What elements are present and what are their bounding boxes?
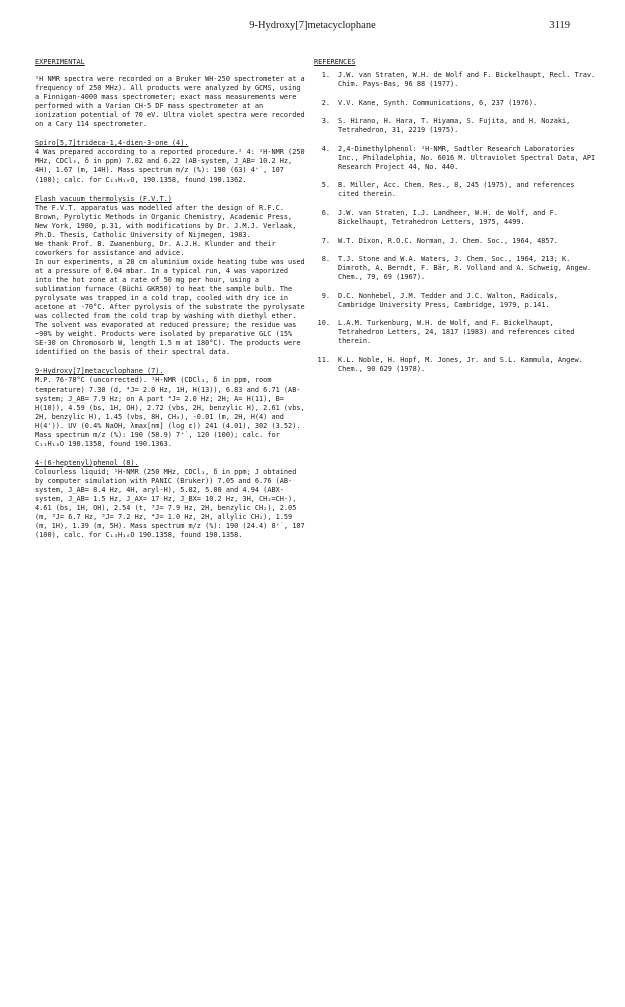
reference-item: 8. T.J. Stone and W.A. Waters, J. Chem. Soc., 1964, 213; K. Dimroth, A. Berndt, F. Bär, R. Volland and A. Schweig, Angew. Chem., 79, 69 (1967). — [321, 255, 592, 282]
hydroxy-heading: 9-Hydroxy[7]metacyclophane (7). — [35, 367, 164, 376]
reference-item: 10. L.A.M. Turkenburg, W.H. de Wolf, and F. Bickelhaupt, Tetrahedron Letters, 24, 1817 (1983) and references cited therein. — [317, 319, 575, 346]
reference-item: 7. W.T. Dixon, R.O.C. Norman, J. Chem. Soc., 1964, 4857. — [321, 236, 558, 245]
fvt-text-2: We thank Prof. B. Zwanenburg, Dr. A.J.H. Klunder and their coworkers for assistance and advice. — [35, 239, 276, 257]
right-column — [314, 58, 596, 384]
experimental-intro: ¹H NMR spectra were recorded on a Bruker WH-250 spectrometer at a frequency of 250 MHz). All products were analyzed by GCMS, using a Finnigan-4000 mass spectrometer; exact mass measurements were performed with a Varian CH-5 DF mass spectrometer at an ionization potential of 70 eV. Ultra violet spectra were recorded on a Cary 114 spectrometer. — [35, 75, 305, 129]
spiro-text: 4 Was prepared according to a reported procedure.² 4: ¹H-NMR (250 MHz, CDCl₃, δ in ppm) 7.02 and 6.22 (AB-system, J_AB= 10.2 Hz, 4H), 1.67 (m, 14H). Mass spectrum m/z (%): 190 (63) 4⁺˙, 107 (100); calc. for C₁₃H₁₈O, 190.1358, found 190.1362. — [35, 148, 305, 184]
page-number: 3119 — [549, 20, 570, 31]
reference-item: 11. K.L. Noble, H. Hopf, M. Jones, Jr. and S.L. Kammula, Angew. Chem., 90 629 (1978). — [317, 356, 583, 374]
spiro-heading: Spiro[5,7]trideca-1,4-dien-3-one (4). — [35, 139, 189, 148]
fvt-text-1: The F.V.T. apparatus was modelled after the design of R.F.C. Brown, Pyrolytic Methods in Organic Chemistry, Academic Press, New York, 1980, p.31, with modifications by Dr. J.M.J. Verlaak, Ph.D. Thesis, Catholic University of Nijmegen, 1983. — [35, 203, 297, 239]
reference-item: 4. 2,4-Dimethylphenol: ¹H-NMR, Sadtler Research Laboratories Inc., Philadelphia, No. 6016 M. Ultraviolet Spectral Data, API Research Project 44, No. 440. — [321, 144, 596, 171]
fvt-heading: Flash vacuum thermolysis (F.V.T.) — [35, 194, 172, 203]
running-header — [0, 20, 625, 36]
reference-item: 2. V.V. Kane, Synth. Communications, 6, 237 (1976). — [321, 98, 538, 107]
experimental-heading: EXPERIMENTAL — [35, 58, 85, 66]
reference-item: 5. B. Miller, Acc. Chem. Res., 8, 245 (1975), and references cited therein. — [321, 181, 575, 199]
fvt-text-3: In our experiments, a 28 cm aluminium oxide heating tube was used at a pressure of 0.04 mbar. In a typical run, 4 was vaporized into the hot zone at a rate of 50 mg per hour, using a sublimation furnace (Büchi GKR50) to heat the sample bulb. The pyrolysate was trapped in a cold trap, cooled with dry ice in acetone at -70°C. After pyrolysis of the substrate the pyrolysate was collected from the cold trap by washing with diethyl ether. The solvent was evaporated at reduced pressure; the residue was ~90% by weight. Products were isolated by preparative GLC (15% SE-30 on Chromosorb W, length 1.5 m at 180°C). The products were identified on the basis of their spectral data. — [35, 257, 305, 357]
reference-item: 3. S. Hirano, H. Hara, T. Hiyama, S. Fujita, and H. Nozaki, Tetrahedron, 31, 2219 (1975). — [321, 117, 571, 135]
hydroxy-text: M.P. 76-78°C (uncorrected). ¹H-NMR (CDCl₃, δ in ppm, room temperature) 7.30 (d, ⁴J= 2.0 Hz, 1H, H(13)), 6.83 and 6.71 (AB-system; J_AB= 7.9 Hz; on A part ⁴J= 2.0 Hz; 2H; A= H(11), B= H(10)), 4.59 (bs, 1H, OH), 2.72 (vbs, 2H, benzylic H), 2.61 (vbs, 2H, benzylic H), 1.45 (vbs, 8H, CH₂), -0.01 (m, 2H, H(4) and H(4')). UV (0.4% NaOH, λmax[nm] (log ε)) 241 (4.01), 302 (3.52). Mass spectrum m/z (%): 190 (58.9) 7⁺˙, 120 (100); calc. for C₁₃H₁₈O 190.1358, found 190.1363. — [35, 376, 305, 448]
reference-list — [314, 71, 596, 374]
reference-item: 9. D.C. Nonhebel, J.M. Tedder and J.C. Walton, Radicals, Cambridge University Press, Cambridge, 1979, p.141. — [321, 291, 558, 309]
running-title: 9-Hydroxy[7]metacyclophane — [249, 20, 376, 31]
phenol-text: Colourless liquid; ¹H-NMR (250 MHz, CDCl₃, δ in ppm; J obtained by computer simulation with PANIC (Bruker)) 7.05 and 6.76 (AB-system, J_AB= 8.4 Hz, 4H, aryl-H), 5.82, 5.00 and 4.94 (ABX-system, J_AB= 1.5 Hz, J_AX= 17 Hz, J_BX= 10.2 Hz, 3H, CH₂=CH-), 4.61 (bs, 1H, OH), 2.54 (t, ³J= 7.9 Hz, 2H, benzylic CH₂), 2.05 (m, ³J= 6.7 Hz, ³J= 7.2 Hz, ⁴J= 1.0 Hz, 2H, allylic CH₂), 1.59 (m, 1H), 1.39 (m, 5H). Mass spectrum m/z (%): 190 (24.4) 8⁺˙, 107 (100), calc. for C₁₃H₁₈O 190.1358, found 190.1358. — [35, 467, 305, 540]
reference-item: 6. J.W. van Straten, I.J. Landheer, W.H. de Wolf, and F. Bickelhaupt, Tetrahedron Letters, 1975, 4499. — [321, 209, 558, 227]
phenol-heading: 4-(6-heptenyl)phenol (8). — [35, 458, 139, 467]
left-column — [35, 58, 307, 540]
references-heading: REFERENCES — [314, 58, 356, 66]
reference-item: 1. J.W. van Straten, W.H. de Wolf and F. Bickelhaupt, Recl. Trav. Chim. Pays-Bas, 96 88 (1977). — [321, 71, 596, 89]
